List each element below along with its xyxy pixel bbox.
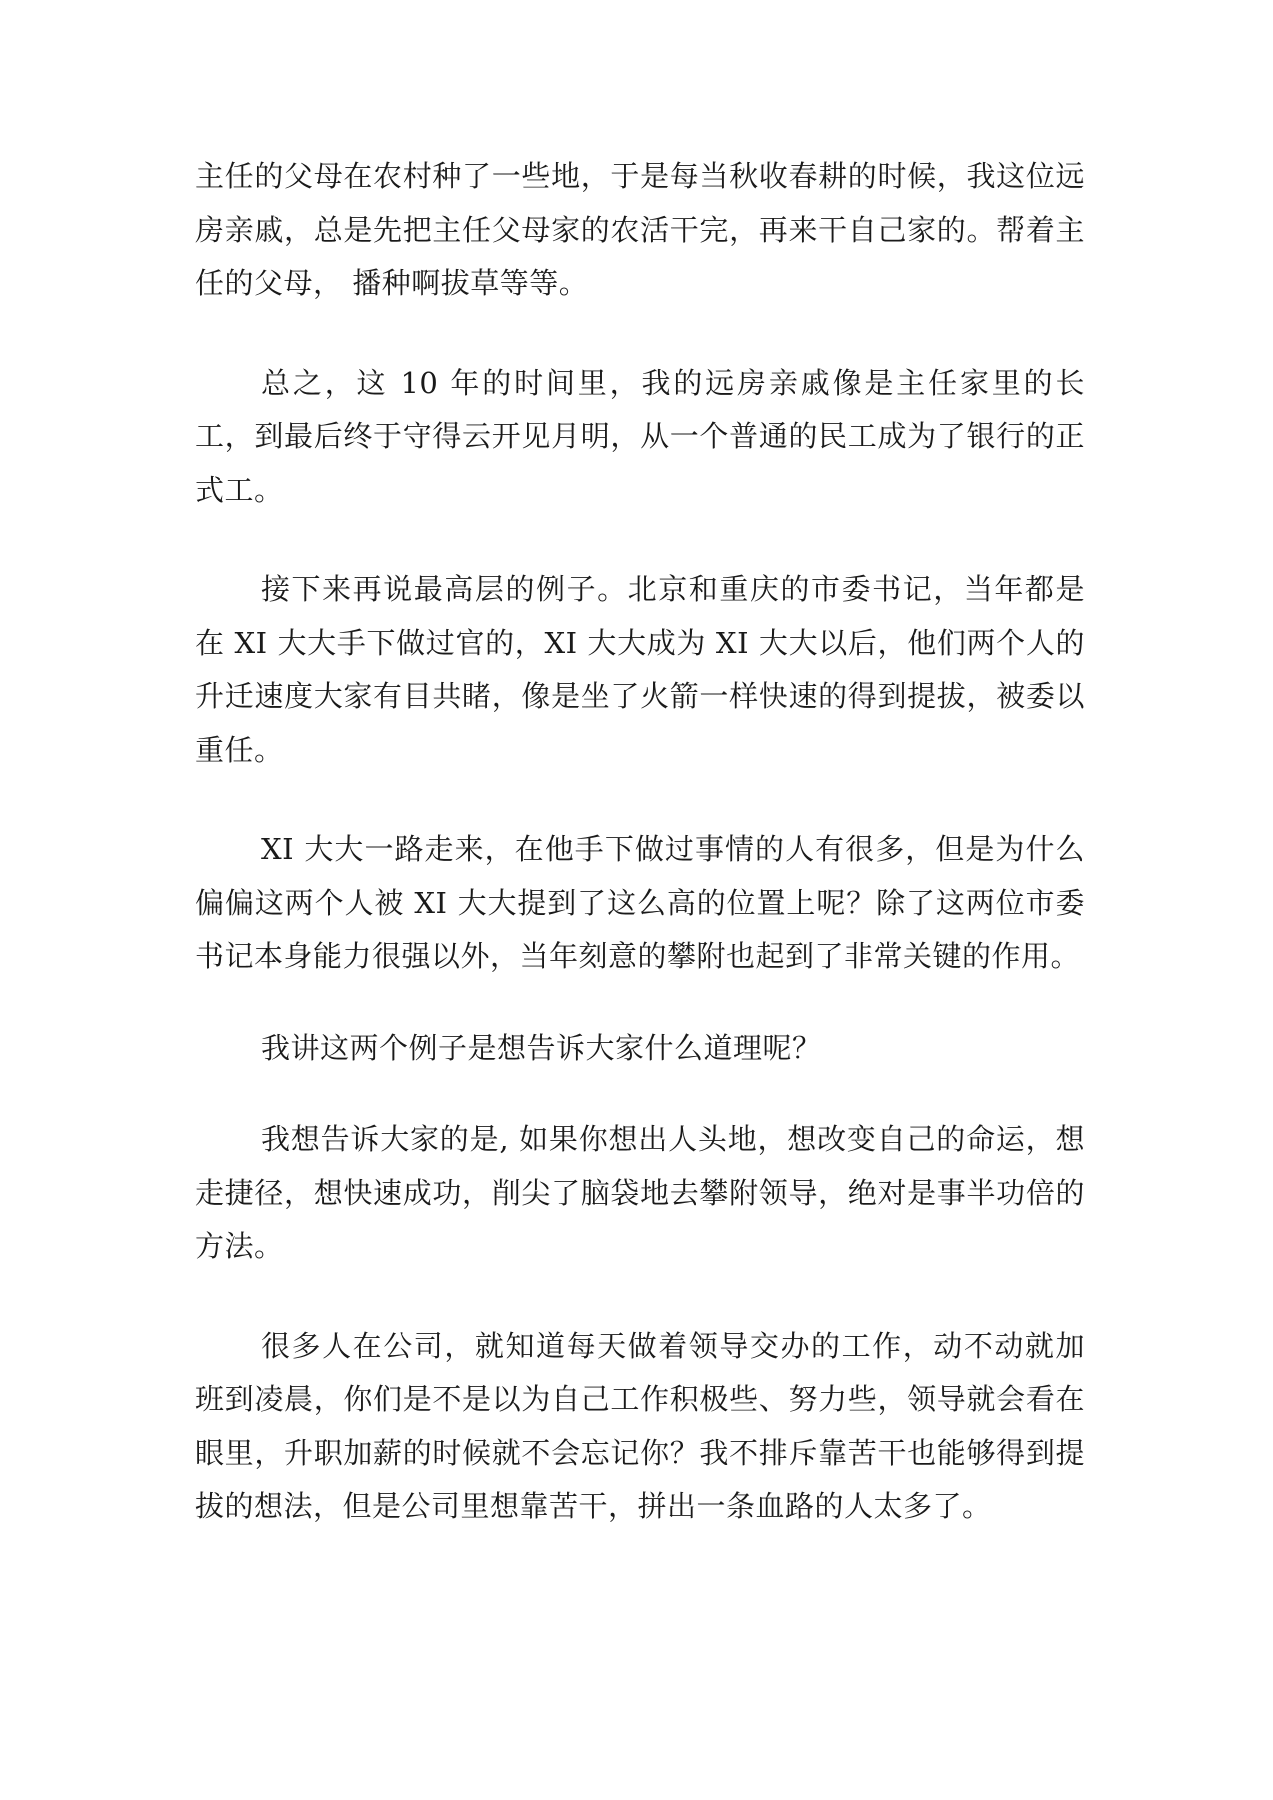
paragraph-4: XI 大大一路走来，在他手下做过事情的人有很多，但是为什么偏偏这两个人被 XI 大大提到了这么高的位置上呢？除了这两位市委书记本身能力很强以外，当年刻意的攀附也起到了非常关键的作用。 [195,832,1085,973]
paragraph-3: 接下来再说最高层的例子。北京和重庆的市委书记，当年都是在 XI 大大手下做过官的，XI 大大成为 XI 大大以后，他们两个人的升迁速度大家有目共睹，像是坐了火箭一样快速的得到提拔，被委以重任。 [195,572,1085,767]
paragraph-2: 总之，这 10 年的时间里，我的远房亲戚像是主任家里的长工，到最后终于守得云开见月明，从一个普通的民工成为了银行的正式工。 [195,365,1085,507]
paragraph-1: 主任的父母在农村种了一些地，于是每当秋收春耕的时候，我这位远房亲戚，总是先把主任父母家的农活干完，再来干自己家的。帮着主任的父母， 播种啊拔草等等。 [195,159,1085,300]
paragraph-5: 我讲这两个例子是想告诉大家什么道理呢？ [261,1030,822,1065]
paragraph-6: 我想告诉大家的是, 如果你想出人头地，想改变自己的命运，想走捷径，想快速成功，削尖了脑袋地去攀附领导，绝对是事半功倍的方法。 [195,1122,1085,1263]
paragraph-7: 很多人在公司，就知道每天做着领导交办的工作，动不动就加班到凌晨，你们是不是以为自己工作积极些、努力些，领导就会看在眼里，升职加薪的时候就不会忘记你？我不排斥靠苦干也能够得到提拔的想法，但是公司里想靠苦干，拼出一条血路的人太多了。 [195,1328,1085,1523]
document-body [195,150,1085,1534]
